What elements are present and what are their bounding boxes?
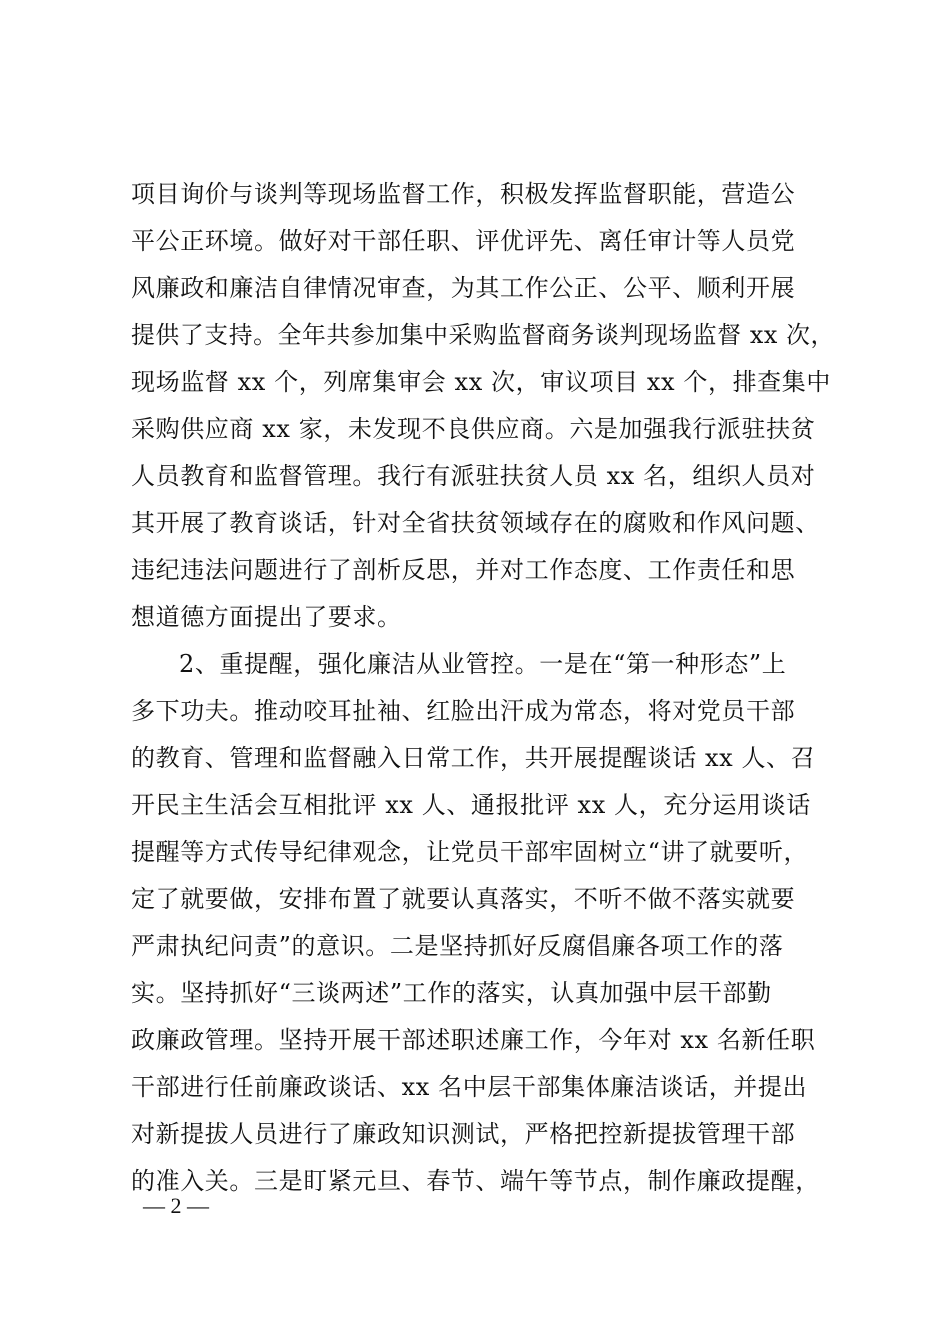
text-line: 政廉政管理。坚持开展干部述职述廉工作，今年对 xx 名新任职 (131, 1026, 816, 1054)
text-line: 提醒等方式传导纪律观念，让党员干部牢固树立“讲了就要听， (131, 838, 809, 866)
text-line: 违纪违法问题进行了剖析反思，并对工作态度、工作责任和思 (131, 556, 796, 584)
page-number: — 2 — (143, 1193, 209, 1218)
text-line: 对新提拔人员进行了廉政知识测试，严格把控新提拔管理干部 (131, 1120, 796, 1148)
text-line: 人员教育和监督管理。我行有派驻扶贫人员 xx 名，组织人员对 (131, 462, 816, 490)
text-line: 严肃执纪问责”的意识。二是坚持抓好反腐倡廉各项工作的落 (131, 932, 784, 960)
text-line: 提供了支持。全年共参加集中采购监督商务谈判现场监督 xx 次， (131, 321, 835, 349)
text-line: 采购供应商 xx 家，未发现不良供应商。六是加强我行派驻扶贫 (131, 415, 816, 443)
text-line: 定了就要做，安排布置了就要认真落实，不听不做不落实就要 (131, 885, 796, 913)
text-line: 开民主生活会互相批评 xx 人、通报批评 xx 人，充分运用谈话 (131, 791, 811, 819)
text-line: 的教育、管理和监督融入日常工作，共开展提醒谈话 xx 人、召 (131, 744, 816, 772)
text-line: 实。坚持抓好“三谈两述”工作的落实，认真加强中层干部勤 (131, 979, 772, 1007)
text-line: 的准入关。三是盯紧元旦、春节、端午等节点，制作廉政提醒， (131, 1167, 820, 1195)
text-line: 干部进行任前廉政谈话、xx 名中层干部集体廉洁谈话，并提出 (131, 1073, 808, 1101)
text-line: 多下功夫。推动咬耳扯袖、红脸出汗成为常态，将对党员干部 (131, 697, 796, 725)
text-line: 风廉政和廉洁自律情况审查，为其工作公正、公平、顺利开展 (131, 274, 796, 302)
text-line: 现场监督 xx 个，列席集审会 xx 次，审议项目 xx 个，排查集中 (131, 368, 831, 396)
text-line: 项目询价与谈判等现场监督工作，积极发挥监督职能，营造公 (131, 180, 796, 208)
text-line: 其开展了教育谈话，针对全省扶贫领域存在的腐败和作风问题、 (131, 509, 820, 537)
text-line: 想道德方面提出了要求。 (131, 603, 402, 631)
text-line: 平公正环境。做好对干部任职、评优评先、离任审计等人员党 (131, 227, 796, 255)
paragraph-first-line: 2、重提醒，强化廉洁从业管控。一是在“第一种形态”上 (179, 650, 787, 678)
